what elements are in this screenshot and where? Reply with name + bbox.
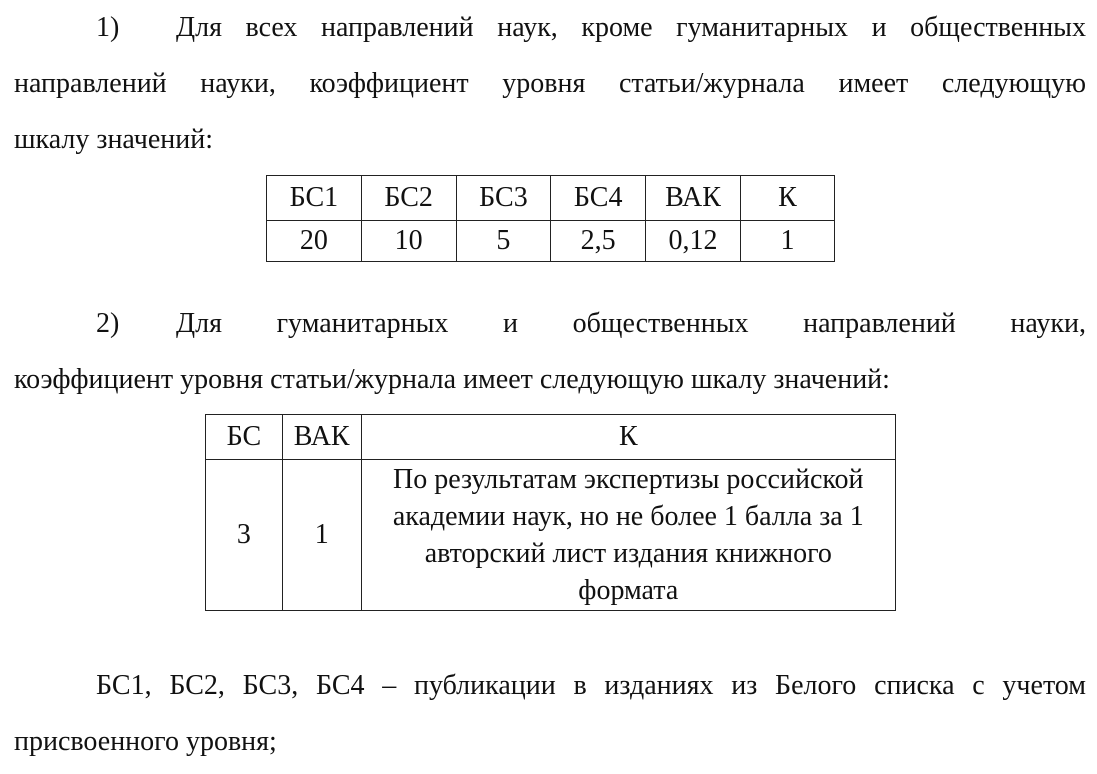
para2-line1 — [176, 308, 1086, 340]
table-cell: 0,12 — [646, 221, 741, 262]
table-cell: 10 — [361, 221, 456, 262]
table-header-cell: БС2 — [361, 176, 456, 221]
para1-line3-label: шкалу значений: — [14, 124, 213, 155]
para1-line1-label: Для всех направлений наук, кроме гуманитарных и общественных — [176, 12, 1086, 43]
para1-line1-text — [176, 12, 1086, 44]
para3-line2 — [14, 726, 1086, 758]
table-header-row — [206, 415, 896, 460]
table-cell: 1 — [282, 460, 361, 611]
table-header-cell: ВАК — [282, 415, 361, 460]
table-row — [267, 221, 835, 262]
coefficient-table-humanities — [205, 414, 896, 611]
coefficient-table-all-sciences — [266, 175, 835, 262]
table-header-cell: ВАК — [646, 176, 741, 221]
para2-marker-label: 2) — [96, 308, 120, 339]
para2-line1-label: Для гуманитарных и общественных направлений науки, — [176, 308, 1086, 339]
table-header-cell: К — [361, 415, 895, 460]
table-row — [206, 460, 896, 611]
table-header-cell: БС3 — [456, 176, 551, 221]
para1-line3 — [14, 124, 1086, 156]
para3-line1-label: БС1, БС2, БС3, БС4 – публикации в изданиях из Белого списка с учетом — [96, 670, 1086, 701]
table-header-cell: БС4 — [551, 176, 646, 221]
para2-line2-label: коэффициент уровня статьи/журнала имеет следующую шкалу значений: — [14, 364, 890, 395]
para1-marker-label: 1) — [96, 12, 120, 43]
table-cell: 2,5 — [551, 221, 646, 262]
table-header-cell: К — [741, 176, 835, 221]
table-header-cell: БС1 — [267, 176, 362, 221]
para2-marker-wrap — [96, 308, 156, 340]
para3-line2-label: присвоенного уровня; — [14, 726, 277, 757]
table-cell: 3 — [206, 460, 283, 611]
table-cell: 5 — [456, 221, 551, 262]
table-cell: 1 — [741, 221, 835, 262]
para1-line2 — [14, 68, 1086, 100]
table-header-row — [267, 176, 835, 221]
table-header-cell: БС — [206, 415, 283, 460]
table-cell: По результатам экспертизы российской академии наук, но не более 1 балла за 1 авторский лист издания книжного формата — [361, 460, 895, 611]
para1-marker-wrap — [96, 12, 156, 44]
para2-line2 — [14, 364, 1086, 396]
para3-line1 — [96, 670, 1086, 702]
table-cell: 20 — [267, 221, 362, 262]
para1-line2-label: направлений науки, коэффициент уровня статьи/журнала имеет следующую — [14, 68, 1086, 99]
